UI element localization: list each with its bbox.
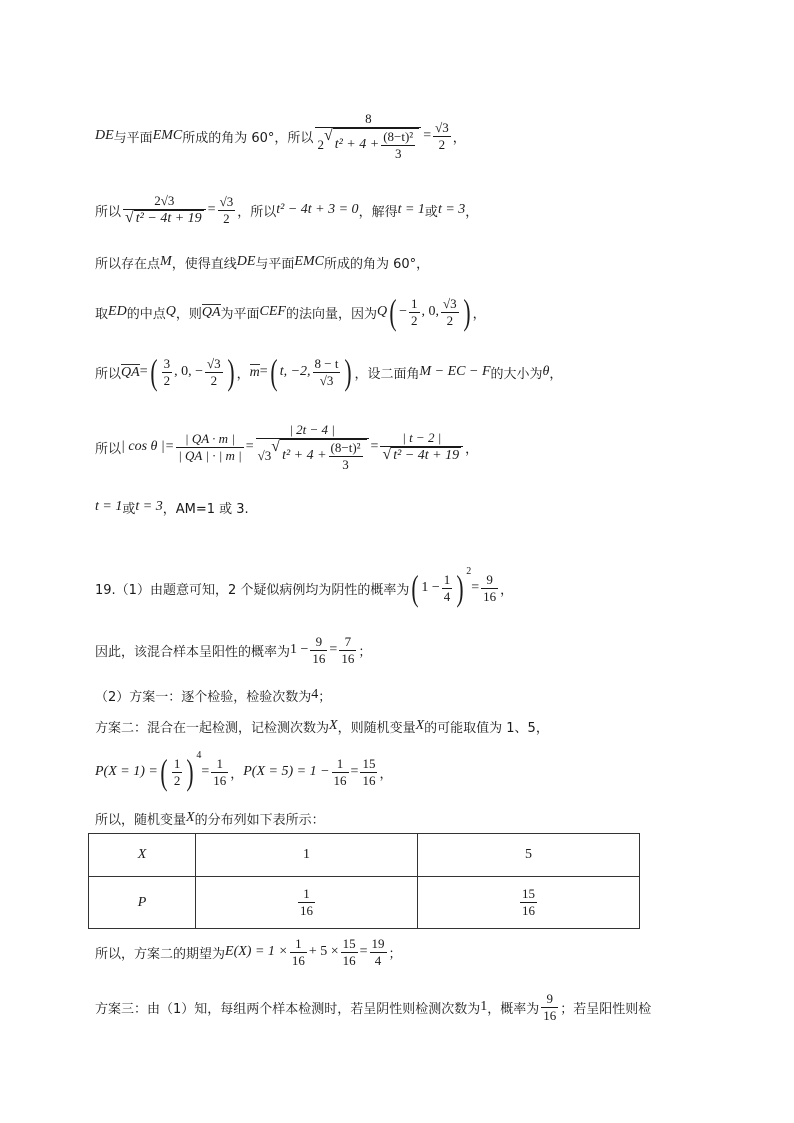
solution: t = 3 — [135, 499, 163, 514]
text: 的大小为 — [490, 366, 543, 382]
numerator: √3 — [207, 355, 221, 371]
right-paren: ) — [344, 352, 353, 392]
denominator — [123, 210, 206, 227]
exponent: 4 — [196, 750, 202, 761]
fraction — [520, 886, 537, 919]
text: ，设二面角 — [354, 366, 420, 382]
text: 因此，该混合样本呈阳性的概率为 — [95, 644, 291, 660]
text: 所以，方案二的期望为 — [95, 946, 226, 962]
fraction — [380, 430, 463, 464]
equals: = — [471, 580, 480, 595]
text: ，则 — [175, 306, 202, 322]
numerator: 9 — [546, 990, 554, 1006]
text: 所以 — [95, 204, 122, 220]
fraction — [123, 193, 206, 227]
denominator: 16 — [341, 650, 355, 666]
fraction — [341, 936, 358, 969]
solution: t = 1 — [397, 202, 425, 217]
var: Q — [165, 304, 176, 319]
punct: ； — [358, 644, 372, 660]
text: 所以，随机变量 — [95, 812, 187, 828]
text: 的中点 — [126, 306, 166, 322]
numerator: 1 — [173, 755, 181, 771]
denominator: 3 — [394, 145, 402, 161]
fraction — [332, 756, 349, 789]
numerator: 15 — [521, 886, 535, 901]
equals: = — [350, 764, 359, 779]
fraction — [441, 296, 459, 329]
fraction — [172, 756, 183, 789]
denominator: 16 — [291, 952, 305, 968]
numerator: 9 — [315, 633, 323, 649]
punct: ， — [236, 366, 250, 382]
fraction — [409, 296, 420, 329]
text: 为平面 — [220, 306, 260, 322]
text: 所以 — [95, 441, 122, 457]
sqrt-icon: √ — [382, 446, 392, 463]
number: 1 — [480, 999, 488, 1014]
inner-fraction — [329, 440, 363, 473]
punct: ； — [318, 689, 332, 705]
fraction — [290, 936, 307, 969]
left-paren: ( — [149, 352, 158, 392]
denominator: 16 — [213, 772, 227, 788]
denominator: √3 — [319, 372, 334, 388]
radicand — [280, 439, 366, 473]
line-10 — [95, 685, 331, 705]
line-12 — [95, 750, 392, 794]
denominator: 2 — [210, 372, 218, 388]
radicand — [333, 128, 419, 162]
distribution-table — [88, 833, 640, 929]
text: ，则随机变量 — [337, 720, 416, 736]
text: ，使得直线 — [171, 256, 237, 272]
vector: m — [249, 364, 260, 380]
denominator: 4 — [443, 588, 451, 604]
denominator: 2 — [438, 136, 446, 152]
fraction — [310, 634, 327, 667]
numerator: 7 — [344, 633, 352, 649]
text: ，AM=1 或 3. — [162, 501, 249, 517]
text: 的分布列如下表所示： — [194, 812, 325, 828]
minus: − — [399, 304, 408, 319]
de: DE — [95, 128, 114, 143]
numerator: (8−t)² — [383, 128, 414, 144]
var: X — [186, 810, 195, 825]
punct: ， — [465, 204, 479, 220]
numerator: (8−t)² — [330, 439, 361, 455]
denominator: 16 — [483, 588, 497, 604]
numerator: 1 — [303, 886, 310, 901]
text: 所成的角为 60°，所以 — [182, 130, 314, 146]
emc: EMC — [152, 128, 183, 143]
text: 所以存在点 — [95, 256, 161, 272]
fraction — [370, 936, 387, 969]
var: X — [329, 718, 338, 733]
text: 19.（1）由题意可知，2 个疑似病例均为阴性的概率为 — [95, 582, 410, 598]
denominator — [380, 447, 463, 464]
solution: t = 3 — [437, 202, 466, 217]
denominator: 2 — [446, 312, 454, 328]
left-paren: ( — [411, 568, 419, 608]
text: , 0, — [421, 304, 440, 319]
number: 4 — [311, 687, 319, 702]
sqrt — [271, 439, 366, 473]
sqrt-icon: √ — [323, 126, 333, 144]
equals: = — [359, 944, 368, 959]
fraction — [339, 634, 356, 667]
line-8 — [95, 566, 513, 610]
left-paren: ( — [389, 292, 397, 332]
punct: ， — [230, 766, 244, 782]
line-2 — [95, 190, 478, 230]
numerator: √3 — [219, 193, 234, 209]
equation: t² − 4t + 3 = 0 — [276, 202, 359, 217]
text: 或 — [122, 501, 136, 517]
denominator: | QA | · | m | — [178, 447, 242, 463]
expr: t² + 4 + — [282, 448, 327, 463]
expr: + 5 × — [308, 944, 339, 959]
denominator: 2 — [411, 312, 418, 328]
fraction — [162, 356, 173, 389]
numerator: 1 — [295, 935, 302, 951]
text: 的法向量，因为 — [285, 306, 377, 322]
numerator: 15 — [342, 935, 356, 951]
sqrt — [125, 210, 204, 227]
text: （2）方案一：逐个检验，检验次数为 — [95, 689, 312, 705]
expr: E(X) = 1 × — [225, 944, 288, 959]
left-paren: ( — [160, 752, 168, 792]
denominator: 16 — [312, 650, 326, 666]
vector: QA — [121, 364, 140, 380]
fraction — [205, 356, 223, 389]
line-14 — [95, 930, 402, 974]
expr: P(X = 1) = — [95, 764, 158, 779]
equals: = — [139, 364, 148, 379]
line-6 — [95, 412, 478, 482]
equals: = — [423, 128, 432, 143]
fraction — [541, 991, 558, 1024]
expr: 1 − — [421, 580, 440, 595]
denominator: 16 — [543, 1007, 557, 1023]
right-paren: ) — [227, 352, 235, 392]
table-row — [89, 834, 640, 877]
line-4 — [95, 290, 486, 334]
numerator: 2√3 — [154, 193, 175, 208]
vector: QA — [201, 304, 221, 320]
denominator — [256, 439, 369, 473]
numerator: | 2t − 4 | — [289, 421, 335, 437]
denominator: 16 — [333, 772, 347, 788]
inner-fraction — [381, 129, 415, 162]
sqrt — [324, 128, 419, 162]
line-11 — [95, 716, 549, 736]
var: X — [415, 718, 425, 733]
text: 的可能取值为 1、5， — [424, 720, 549, 736]
denominator: 16 — [299, 903, 313, 918]
fraction — [218, 194, 236, 227]
equals: = — [207, 202, 216, 217]
right-paren: ) — [463, 292, 471, 332]
fraction — [360, 756, 377, 789]
numerator: 8 − t — [314, 355, 339, 371]
denominator: 16 — [521, 903, 535, 918]
table-cell: P — [89, 877, 196, 929]
fraction — [256, 422, 369, 473]
denominator: 2 — [173, 772, 181, 788]
text: 或 — [424, 204, 438, 220]
numerator: 9 — [486, 571, 493, 587]
text: ，概率为 — [487, 1001, 540, 1017]
numerator: 15 — [362, 755, 376, 771]
punct: ， — [465, 441, 479, 457]
equals: = — [259, 364, 268, 379]
var: Q — [377, 304, 388, 319]
punct: ； — [388, 946, 402, 962]
text: 与平面 — [255, 256, 295, 272]
var: ED — [108, 304, 127, 319]
denominator: 2 — [223, 210, 230, 226]
numerator: 1 — [443, 571, 451, 587]
text: , 0, − — [174, 364, 203, 379]
den-coef: 2 — [317, 136, 324, 152]
punct: ， — [379, 766, 393, 782]
punct: ， — [452, 130, 466, 146]
left-paren: ( — [270, 352, 278, 392]
table-cell — [195, 877, 417, 929]
equals: = — [370, 439, 379, 454]
text: ；若呈阳性则检 — [560, 1001, 652, 1017]
table-cell — [417, 877, 639, 929]
numerator: 1 — [411, 295, 418, 311]
numerator: 3 — [163, 355, 171, 371]
numerator: 8 — [365, 110, 372, 126]
denominator: 16 — [362, 772, 376, 788]
fraction — [176, 431, 244, 464]
table-cell: 1 — [195, 834, 417, 877]
expr: M − EC − F — [419, 364, 491, 379]
fraction — [442, 572, 453, 605]
text: 与平面 — [113, 130, 153, 146]
fraction — [211, 756, 228, 789]
var: θ — [542, 364, 550, 379]
denominator: 16 — [342, 952, 356, 968]
table-cell: 5 — [417, 834, 639, 877]
numerator: 1 — [336, 755, 344, 771]
text: t, −2, — [279, 364, 311, 379]
right-paren: ) — [456, 568, 464, 608]
numerator: | t − 2 | — [402, 430, 442, 445]
text: 取 — [95, 306, 109, 322]
equals: = — [201, 764, 210, 779]
sqrt-icon: √ — [271, 437, 281, 455]
denominator — [315, 128, 421, 162]
var: EMC — [294, 254, 324, 269]
text: 所成的角为 60°， — [323, 256, 430, 272]
sqrt-icon: √ — [125, 209, 134, 226]
expr: P(X = 5) = 1 − — [243, 764, 330, 779]
numerator: 19 — [371, 935, 385, 951]
numerator: | QA · m | — [185, 430, 235, 446]
equals: = — [329, 642, 338, 657]
numerator: 1 — [216, 755, 223, 771]
denominator: 4 — [374, 952, 382, 968]
line-3 — [95, 252, 429, 272]
var: CEF — [259, 304, 286, 319]
expr: t² + 4 + — [334, 137, 380, 152]
fraction — [433, 120, 451, 153]
expr: | cos θ |= — [121, 439, 175, 454]
numerator: √3 — [443, 295, 457, 311]
line-1 — [95, 108, 466, 164]
line-7 — [95, 497, 249, 517]
fraction — [481, 572, 498, 605]
line-9 — [95, 630, 371, 670]
radicand: t² − 4t + 19 — [135, 211, 202, 226]
sqrt — [382, 447, 461, 464]
var: DE — [236, 254, 256, 269]
text: ，解得 — [358, 204, 398, 220]
text: ，所以 — [237, 204, 277, 220]
line-5 — [95, 350, 562, 394]
denominator: 2 — [163, 372, 171, 388]
solution: t = 1 — [95, 499, 123, 514]
table-cell: X — [89, 834, 196, 877]
text: 所以 — [95, 366, 122, 382]
den-coef: √3 — [257, 447, 272, 463]
expr: 1 − — [290, 642, 309, 657]
line-13 — [95, 808, 325, 828]
fraction — [298, 886, 315, 919]
denominator: 3 — [342, 456, 349, 472]
punct: ， — [500, 582, 514, 598]
line-15 — [95, 985, 651, 1029]
text: 方案三：由（1）知，每组两个样本检测时，若呈阴性则检测次数为 — [95, 1001, 481, 1017]
table-row — [89, 877, 640, 929]
equals: = — [245, 439, 254, 454]
var: M — [160, 254, 172, 269]
punct: ， — [472, 306, 486, 322]
fraction — [315, 111, 421, 162]
fraction — [313, 356, 341, 389]
punct: ， — [549, 366, 563, 382]
right-paren: ) — [186, 752, 194, 792]
exponent: 2 — [466, 566, 472, 577]
text: 方案二：混合在一起检测，记检测次数为 — [95, 720, 330, 736]
numerator: √3 — [435, 119, 449, 135]
radicand: t² − 4t + 19 — [393, 448, 460, 463]
